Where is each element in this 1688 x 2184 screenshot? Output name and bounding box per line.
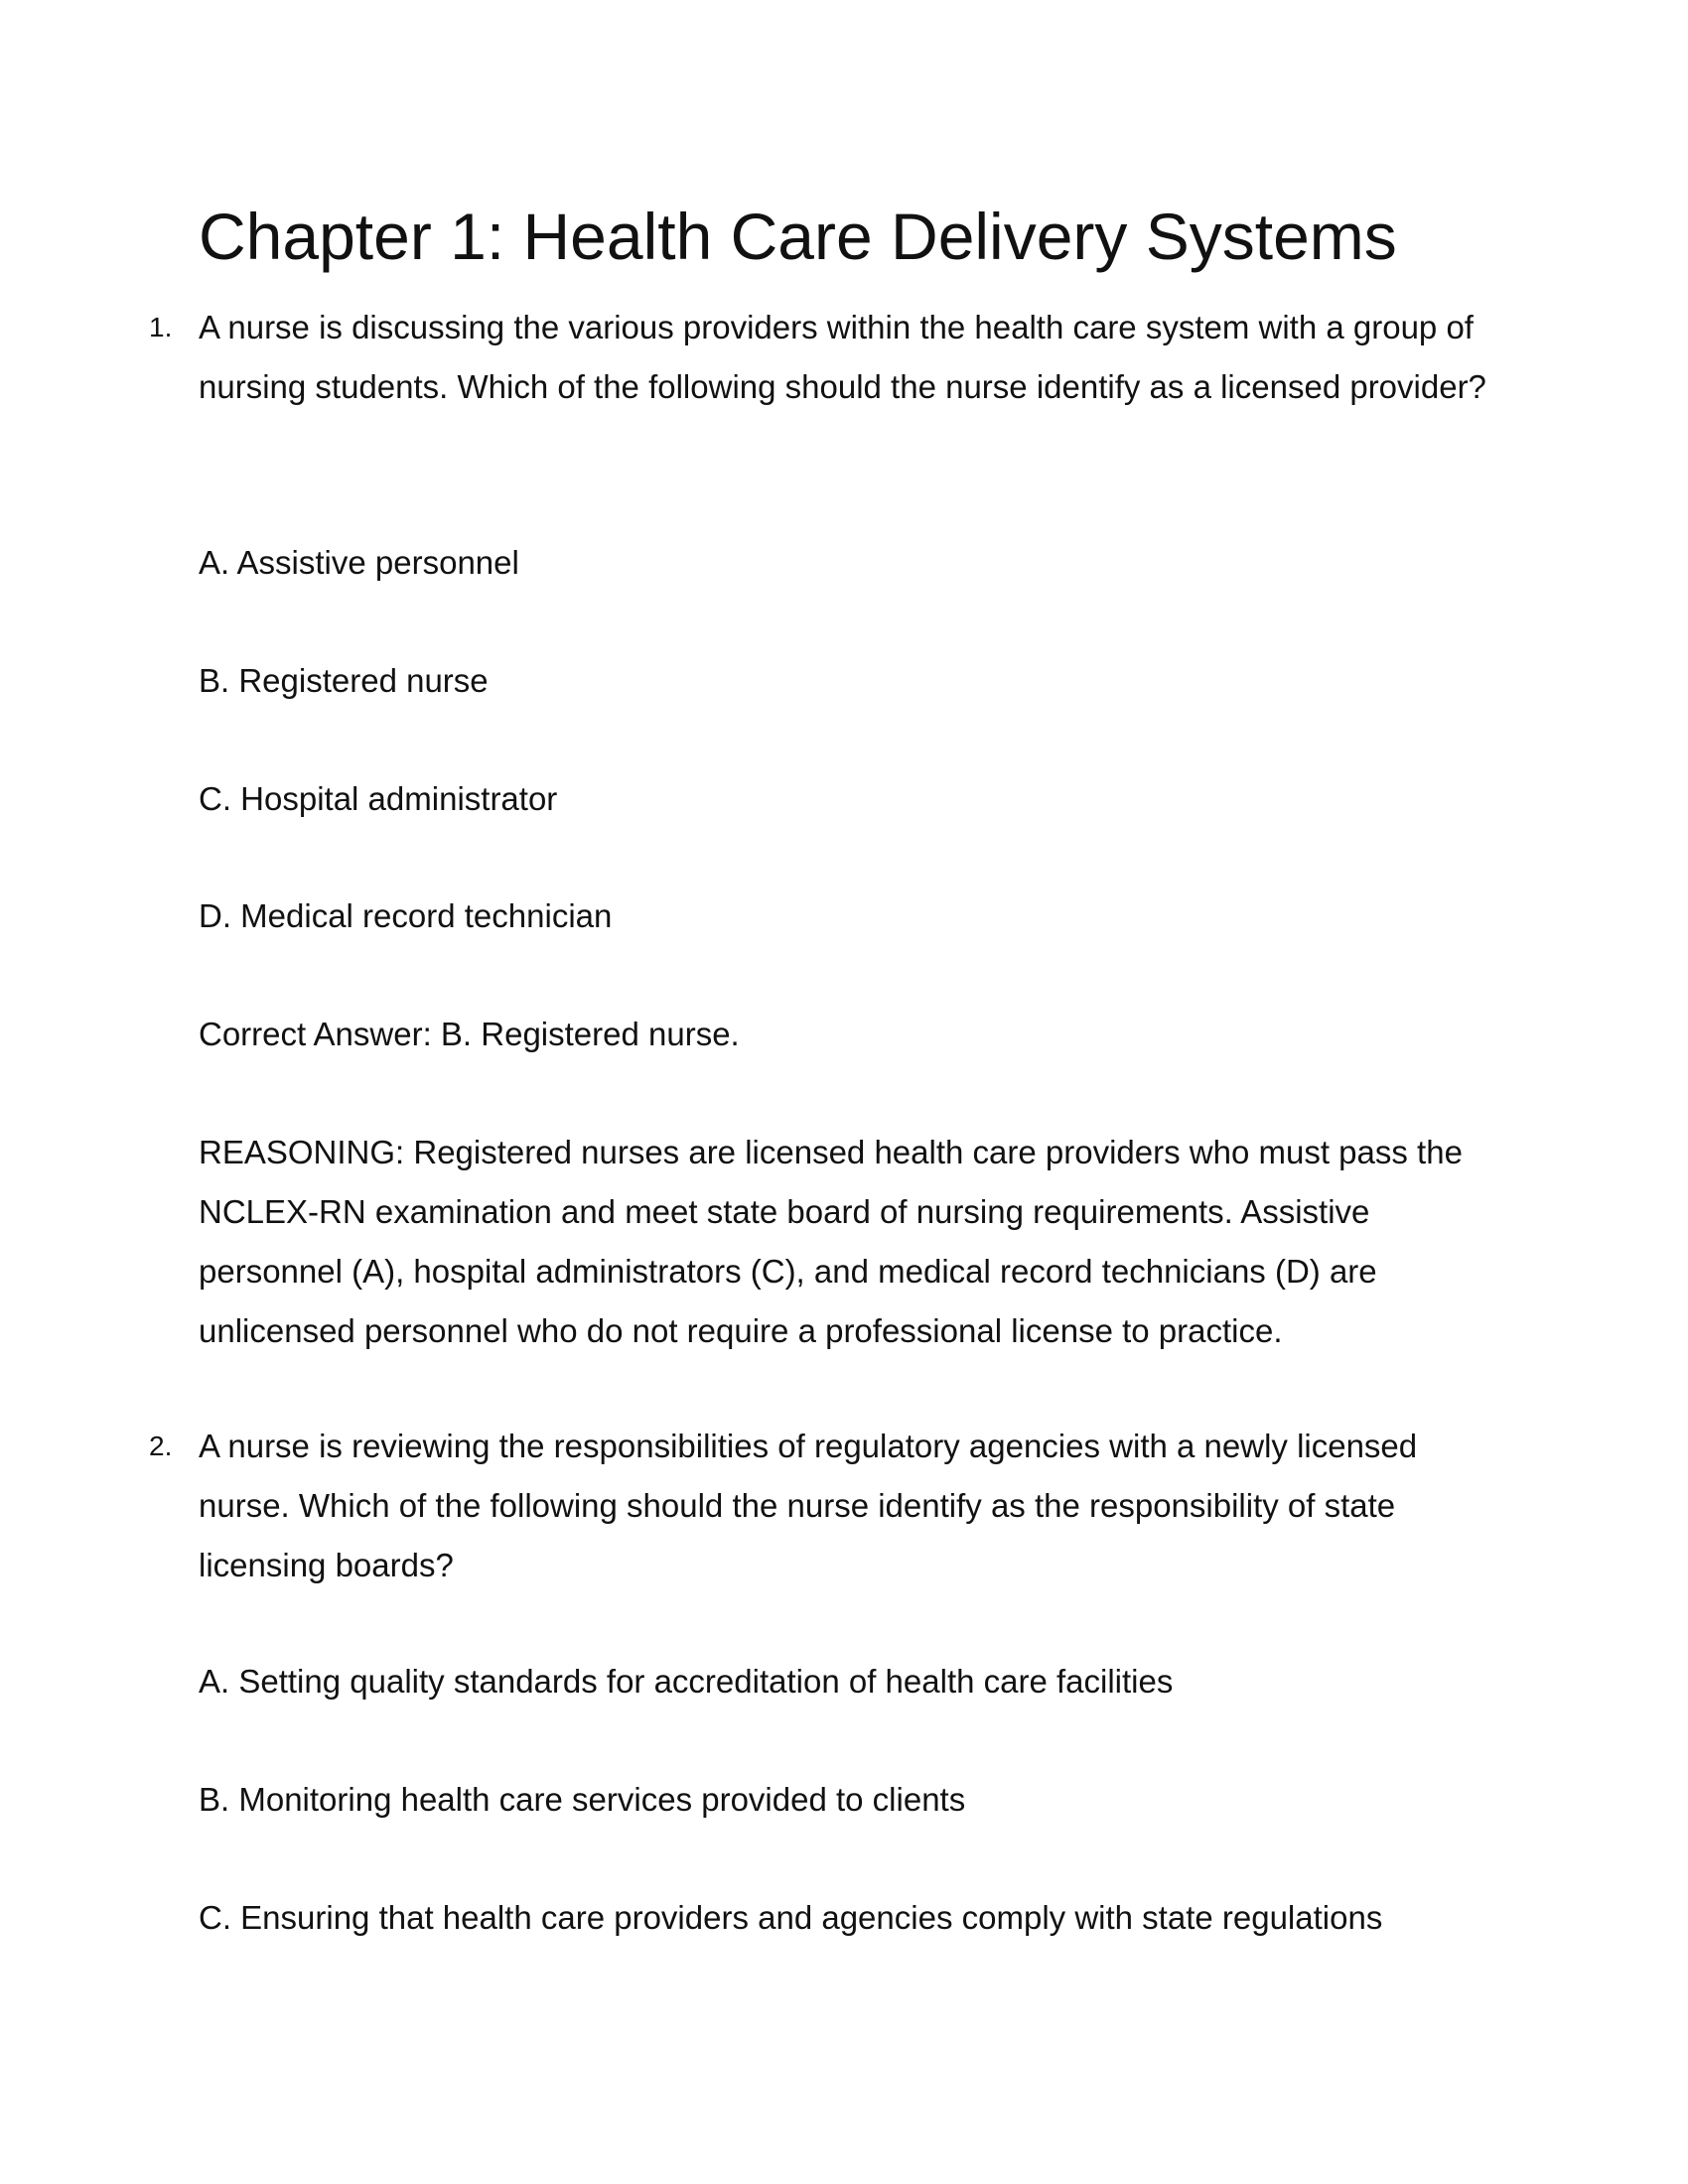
answer-option: A. Setting quality standards for accreditation of health care facilities [199, 1663, 1174, 1700]
answer-option: C. Hospital administrator [199, 780, 558, 817]
answer-option: B. Monitoring health care services provided to clients [199, 1781, 966, 1818]
reasoning-text: REASONING: Registered nurses are licensed health care providers who must pass the NCLEX-RN examination and meet state board of nursing requirements. Assistive personnel (A), hospital administrators (C), and medical record technicians (D) are unlicensed personnel who do not require a professional license to practice. [199, 1134, 1463, 1349]
question-number: 1. [149, 312, 173, 342]
chapter-title: Chapter 1: Health Care Delivery Systems [199, 200, 1397, 273]
question-stem: A nurse is reviewing the responsibilities of regulatory agencies with a newly licensed nurse. Which of the following should the nurse identify as the responsibility of state licensing boards? [199, 1428, 1418, 1583]
answer-option: B. Registered nurse [199, 662, 489, 699]
question-number: 2. [149, 1431, 173, 1461]
question-stem: A nurse is discussing the various providers within the health care system with a group of nursing students. Which of the following should the nurse identify as a licensed provider? [199, 309, 1486, 405]
answer-option: A. Assistive personnel [199, 544, 519, 581]
answer-option: C. Ensuring that health care providers and agencies comply with state regulations [199, 1899, 1383, 1936]
answer-option: D. Medical record technician [199, 897, 613, 934]
correct-answer: Correct Answer: B. Registered nurse. [199, 1016, 740, 1052]
